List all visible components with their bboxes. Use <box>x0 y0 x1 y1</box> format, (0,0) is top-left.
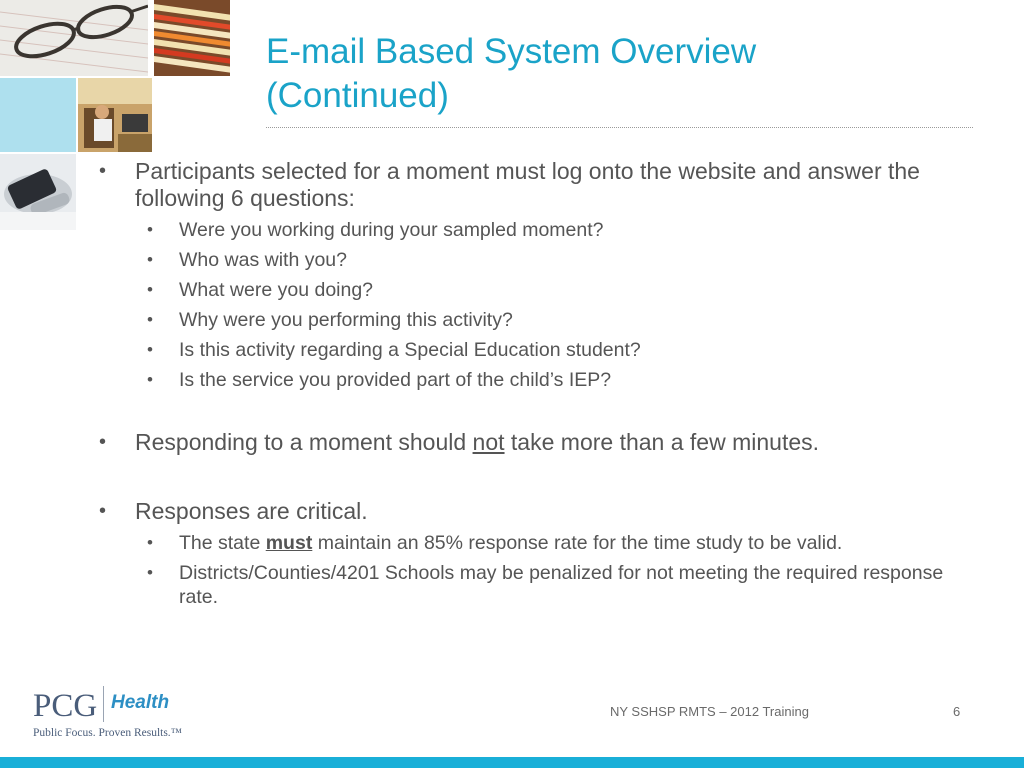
sub-bullet-state <box>96 531 976 555</box>
question-item: • Who was with you? <box>96 248 976 272</box>
pcg-health-logo <box>33 686 213 746</box>
question-item: • Is this activity regarding a Special Education student? <box>96 338 976 362</box>
responding-text-post: take more than a few minutes. <box>504 429 820 455</box>
bullet-participants: • Participants selected for a moment must log onto the website and answer the following 6 questions: <box>96 158 976 212</box>
footer-text: NY SSHSP RMTS – 2012 Training <box>610 704 809 719</box>
title-line-2: (Continued) <box>266 76 449 115</box>
bullet-responses-critical: • Responses are critical. <box>96 498 976 525</box>
state-text-pre: The state <box>179 532 266 554</box>
state-text-post: maintain an 85% response rate for the time study to be valid. <box>312 532 843 554</box>
glasses-photo <box>0 0 148 76</box>
bullet-responding <box>96 429 976 456</box>
bottom-accent-bar <box>0 757 1024 768</box>
title-divider <box>266 127 973 128</box>
page-number: 6 <box>953 704 961 719</box>
phone-photo <box>0 154 76 230</box>
responding-text-pre: Responding to a moment should <box>135 429 473 455</box>
state-emphasis: must <box>265 532 313 554</box>
logo-tagline: Public Focus. Proven Results.™ <box>33 727 182 739</box>
slide-title <box>266 30 966 118</box>
question-item: • What were you doing? <box>96 278 976 302</box>
office-photo <box>78 78 152 152</box>
question-item: • Why were you performing this activity? <box>96 308 976 332</box>
slide-body <box>96 158 976 609</box>
sub-bullet-districts: • Districts/Counties/4201 Schools may be penalized for not meeting the required response rate. <box>96 561 976 609</box>
responding-emphasis: not <box>472 429 505 455</box>
logo-divider <box>103 686 104 722</box>
logo-division: Health <box>111 692 170 713</box>
folders-photo <box>154 0 230 76</box>
blue-tile <box>0 78 76 152</box>
title-line-1: E-mail Based System Overview <box>266 32 757 71</box>
question-item: • Were you working during your sampled moment? <box>96 218 976 242</box>
question-item: • Is the service you provided part of the child’s IEP? <box>96 368 976 392</box>
logo-brand: PCG <box>33 688 98 724</box>
